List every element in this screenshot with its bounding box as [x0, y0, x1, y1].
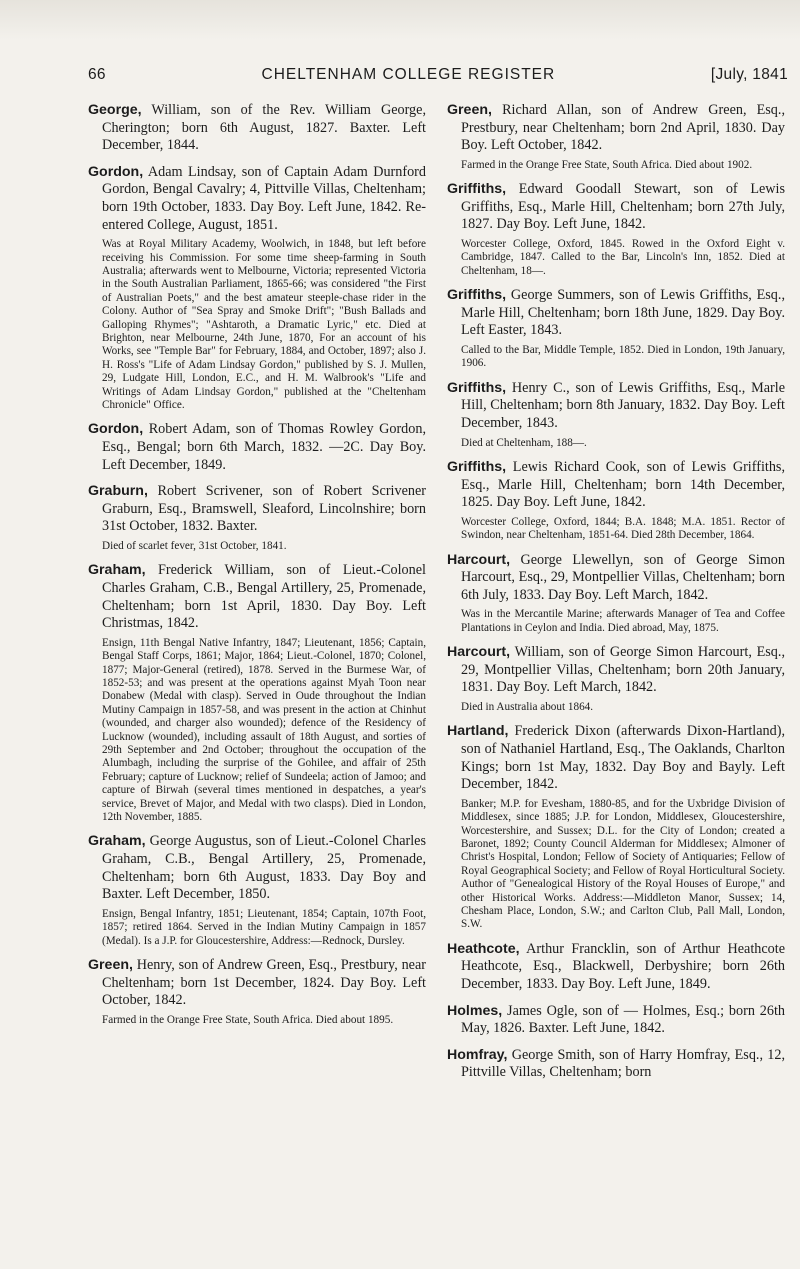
- entry-name: Harcourt,: [447, 644, 511, 661]
- entry-name: Hartland,: [447, 723, 509, 740]
- entry-text: Richard Allan, son of Andrew Green, Esq., Prestbury, near Cheltenham; born 2nd April, 1830. Day Boy. Left October, 1842.: [461, 102, 785, 154]
- register-entry: [447, 1003, 785, 1038]
- register-entry: [447, 723, 785, 931]
- header-date: [July, 1841: [710, 66, 788, 83]
- register-entry: [447, 380, 785, 450]
- register-entry: [88, 164, 426, 413]
- entry-name: Griffiths,: [447, 181, 507, 198]
- entry-text: George Smith, son of Harry Homfray, Esq., 12, Pittville Villas, Cheltenham; born: [461, 1046, 785, 1081]
- entry-text: Arthur Francklin, son of Arthur Heathcote Heathcote, Esq., Blackwell, Derbyshire; born 26th December, 1833. Day Boy. Left June, 1849.: [461, 940, 785, 992]
- entry-text: Frederick Dixon (afterwards Dixon-Hartland), son of Nathaniel Hartland, Esq., The Oaklands, Charlton Kings; born 1st May, 1832. Day Boy and Bayly. Left December, 1842.: [461, 723, 785, 793]
- entry-note: Was in the Mercantile Marine; afterwards Manager of Tea and Coffee Plantations in Ceylon and India. Died abroad, May, 1875.: [461, 608, 785, 634]
- entry-note: Farmed in the Orange Free State, South Africa. Died about 1902.: [461, 158, 753, 171]
- entry-name: Graham,: [88, 833, 146, 850]
- register-entry: [88, 562, 426, 824]
- entry-text: Henry C., son of Lewis Griffiths, Esq., Marle Hill, Cheltenham; born 8th January, 1832. Day Boy. Left December, 1843.: [461, 379, 785, 431]
- entry-note: Was at Royal Military Academy, Woolwich, in 1848, but left before receiving his Commission. For some time sheep-farming in South Australia; afterwards went to Melbourne, Victoria; represented Victoria in the South Australian Parliament, 1865-66; was considered "the First of Australian Poets," and the best amateur steeple-chase rider in the Colony. Author of "Sea Spray and Smoke Drift"; "Bush Ballads and Galloping Rhymes"; "Ashtaroth, a Dramatic Lyric," etc. Died at Brighton, near Melbourne, 24th June, 1870, For an account of his Works, see "Temple Bar" for February, 1884, and October, 1897; also J. H. Ross's "Life of Adam Lindsay Gordon," published by S. J. Mullen, 29, Ludgate Hill, London, E.C., and H. M. Walbrook's "Life and Writings of Adam Lindsay Gordon," published at the "Cheltenham Chronicle" Office.: [102, 238, 426, 412]
- entry-note: Died at Cheltenham, 188—.: [461, 436, 587, 449]
- register-entry: [447, 102, 785, 172]
- register-entry: [447, 287, 785, 371]
- page-title: CHELTENHAM COLLEGE REGISTER: [261, 66, 556, 83]
- register-entry: [447, 941, 785, 994]
- entry-note: Worcester College, Oxford, 1845. Rowed in the Oxford Eight v. Cambridge, 1847. Called to the Bar, Lincoln's Inn, 1852. Died at Cheltenham, 18—.: [461, 237, 785, 277]
- register-entry: [88, 421, 426, 474]
- entry-note: Died in Australia about 1864.: [461, 700, 594, 713]
- entry-name: Homfray,: [447, 1046, 508, 1063]
- entry-text: George Augustus, son of Lieut.-Colonel Charles Graham, C.B., Bengal Artillery, 25, Promenade, Cheltenham; born 6th August, 1833. Day Boy and Baxter. Left December, 1850.: [102, 833, 426, 903]
- entry-name: Griffiths,: [447, 379, 507, 396]
- register-entry: [447, 181, 785, 278]
- register-entry: [88, 483, 426, 553]
- register-entry: [447, 459, 785, 543]
- entry-name: Green,: [88, 957, 133, 974]
- register-entry: [447, 1047, 785, 1082]
- entry-note: Called to the Bar, Middle Temple, 1852. Died in London, 19th January, 1906.: [461, 343, 785, 370]
- entry-text: George Llewellyn, son of George Simon Harcourt, Esq., 29, Montpellier Villas, Cheltenham; born 6th July, 1833. Day Boy. Left March, 1842.: [461, 551, 785, 603]
- entry-text: George Summers, son of Lewis Griffiths, Esq., Marle Hill, Cheltenham; born 18th June, 1829. Day Boy. Left Easter, 1843.: [461, 287, 785, 339]
- entry-name: Holmes,: [447, 1002, 503, 1019]
- entry-note: Farmed in the Orange Free State, South Africa. Died about 1895.: [102, 1013, 394, 1026]
- entry-name: Harcourt,: [447, 551, 511, 568]
- entry-text: William, son of the Rev. William George, Cherington; born 6th August, 1827. Baxter. Left December, 1844.: [102, 102, 426, 154]
- entry-name: Griffiths,: [447, 287, 507, 304]
- entry-name: Green,: [447, 102, 492, 118]
- left-column: [88, 102, 426, 1036]
- right-column: [447, 102, 785, 1091]
- entry-note: Worcester College, Oxford, 1844; B.A. 1848; M.A. 1851. Rector of Swindon, near Cheltenham, 1851-64. Died 28th December, 1864.: [461, 515, 785, 542]
- entry-name: Heathcote,: [447, 940, 520, 957]
- entry-text: Lewis Richard Cook, son of Lewis Griffiths, Esq., Marle Hill, Cheltenham; born 14th December, 1825. Day Boy. Left June, 1842.: [461, 458, 785, 511]
- register-entry: [88, 833, 426, 948]
- running-header: [88, 66, 788, 84]
- entry-text: James Ogle, son of — Holmes, Esq.; born 26th May, 1826. Baxter. Left June, 1842.: [461, 1002, 785, 1037]
- entry-text: Henry, son of Andrew Green, Esq., Prestbury, near Cheltenham; born 1st December, 1824. Day Boy. Left October, 1842.: [102, 957, 426, 1009]
- register-entry: [447, 644, 785, 714]
- entry-note: Ensign, Bengal Infantry, 1851; Lieutenant, 1854; Captain, 107th Foot, 1857; retired 1864. Served in the Indian Mutiny Campaign in 1857 (Medal). Is a J.P. for Gloucestershire, Address:—Rednock, Dursley.: [102, 907, 426, 947]
- page-top-bleed: [0, 0, 800, 40]
- register-entry: [88, 957, 426, 1027]
- entry-name: Griffiths,: [447, 458, 507, 475]
- entry-text: Robert Scrivener, son of Robert Scrivener Graburn, Esq., Bramswell, Sleaford, Lincolnshire; born 31st October, 1832. Baxter.: [102, 483, 426, 535]
- entry-name: Gordon,: [88, 163, 144, 180]
- entry-text: Robert Adam, son of Thomas Rowley Gordon, Esq., Bengal; born 6th March, 1832. —2C. Day Boy. Left December, 1849.: [102, 421, 426, 473]
- entry-text: Edward Goodall Stewart, son of Lewis Griffiths, Esq., Marle Hill, Cheltenham; born 27th July, 1827. Day Boy. Left June, 1842.: [461, 181, 785, 233]
- entry-text: Adam Lindsay, son of Captain Adam Durnford Gordon, Bengal Cavalry; 4, Pittville Villas, Cheltenham; born 19th October, 1833. Day Boy. Left June, 1842. Re-entered College, August, 1851.: [102, 163, 426, 233]
- page-number: 66: [88, 66, 106, 83]
- entry-note: Banker; M.P. for Evesham, 1880-85, and for the Uxbridge Division of Middlesex, since 1885; J.P. for London, Middlesex, Gloucestershire, Worcestershire, and Sussex; D.L. for the City of London; created a Baronet, 1892; County Council Alderman for Middlesex; Almoner of Christ's Hospital, London; Fellow of Society of Antiquaries; Fellow of Royal Geographical Society; and Fellow of Royal Horticultural Society. Author of "Genealogical History of the Royal Houses of Europe," and other Historical Works. Address:—Middleton Manor, Sussex; 14, Chesham Place, London, S.W.; and Carlton Club, Pall Mall, London, S.W.: [461, 797, 785, 931]
- register-entry: [88, 102, 426, 155]
- register-entry: [447, 552, 785, 636]
- entry-name: George,: [88, 102, 142, 118]
- entry-note: Died of scarlet fever, 31st October, 1841.: [102, 540, 287, 552]
- entry-note: Ensign, 11th Bengal Native Infantry, 1847; Lieutenant, 1856; Captain, Bengal Staff Corps, 1861; Major, 1864; Lieut.-Colonel, 1870; Colonel, 1877; Major-General (retired), 1878. Served in the Burmese War, of 1852-53; and was present at the operations against Myah Toon near Donabew (Medal with clasp). Served in Oude throughout the Indian Mutiny Campaign in 1857-58, and was present in the action at Chinhut (wounded, and charger also wounded); defence of the Residency of Lucknow (wounded), including assault of 18th August, and sorties of 29th September and 2nd October; throughout the occupation of the Alumbagh, including the surprise of the Gohilee, and affair of 25th February; capture of Lucknow; relief of Sundeela; action of Jamoo; and capture of Birwah (several times mentioned in despatches, a year's service, Brevet of Major, and Medal with two clasps). Died in London, 12th November, 1885.: [102, 636, 426, 824]
- entry-name: Graburn,: [88, 483, 148, 500]
- entry-text: Frederick William, son of Lieut.-Colonel Charles Graham, C.B., Bengal Artillery, 25, Promenade, Cheltenham; born 1st April, 1830. Day Boy. Left Christmas, 1842.: [102, 562, 426, 632]
- entry-name: Graham,: [88, 562, 146, 579]
- entry-text: William, son of George Simon Harcourt, Esq., 29, Montpellier Villas, Cheltenham; born 20th January, 1831. Day Boy. Left March, 1842.: [461, 644, 785, 696]
- entry-name: Gordon,: [88, 421, 144, 438]
